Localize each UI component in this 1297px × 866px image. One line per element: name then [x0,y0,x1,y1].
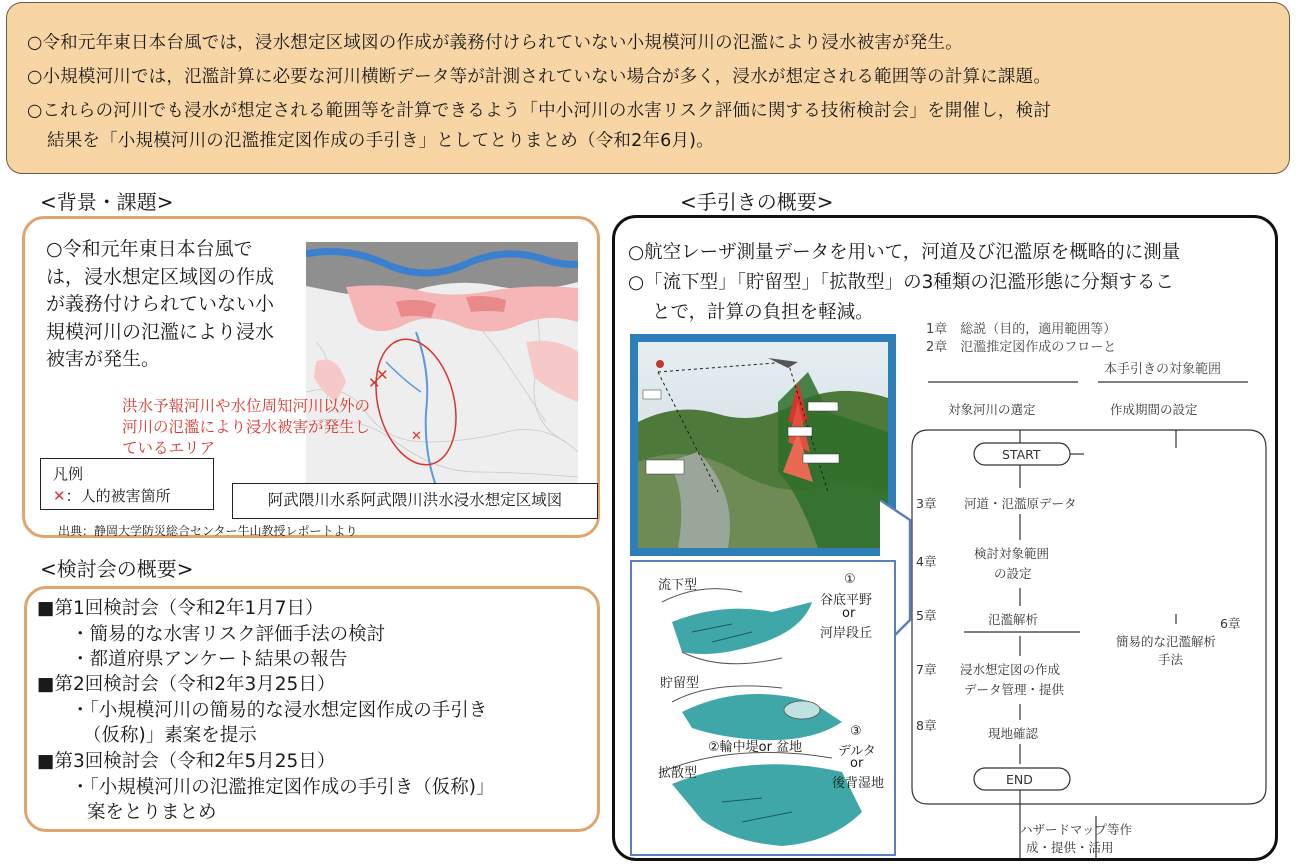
guide-line-3: とで，計算の負担を軽減。 [652,302,874,323]
flow-step-6b: 手法 [1158,652,1184,667]
flow-step-9b: 成・提供・活用 [1026,840,1114,855]
type-1-or: or [842,606,856,621]
summary-line-4: 結果を「小規模河川の氾濫推定図作成の手引き」としてとりまとめ（令和2年6月)。 [47,131,714,151]
type-1-number: ① [844,572,856,587]
flow-step-8: 現地確認 [988,726,1039,741]
flow-end: END [1006,772,1033,787]
background-section-title: <背景・課題> [40,190,174,214]
flow-col-1: 対象河川の選定 [948,402,1036,417]
type-3-option-b: 後背湿地 [832,776,885,791]
meetings-panel [24,586,600,832]
legend-marker-icon: ✕ [53,487,66,505]
aerial-survey-photo [630,334,896,556]
flow-ch4-label: 4章 [916,554,937,569]
meeting-1: ■第1回検討会（令和2年1月7日） [37,598,324,619]
flow-ch2: 2章 氾濫推定図作成のフローと [926,340,1117,355]
type-3-option-a: デルタ [838,744,876,759]
guide-line-1: ○航空レーザ測量データを用いて，河道及び氾濫原を概略的に測量 [628,242,1181,263]
flow-scope: 本手引きの対象範囲 [1104,362,1222,377]
type-2-description: ②輪中堤or 盆地 [708,740,803,755]
flow-step-9a: ハザードマップ等作 [1020,822,1133,837]
type-storage-label: 貯留型 [660,676,700,691]
background-text: ○令和元年東日本台風では，浸水想定区域図の作成が義務付けられていない小規模河川の氾濫により浸水被害が発生。 [46,238,275,370]
meeting-2-item-a: ・「小規模河川の簡易的な浸水想定図作成の手引き [71,700,488,721]
meeting-2-item-b: （仮称)」素案を提示 [83,725,257,746]
meetings-section-title: <検討会の概要> [40,557,194,581]
flow-chart-lines [908,318,1270,858]
type-3-number: ③ [850,724,862,739]
meeting-1-item-a: ・簡易的な水害リスク評価手法の検討 [71,624,386,645]
map-legend [40,458,214,510]
flow-ch6-label: 6章 [1220,616,1241,631]
summary-line-2: ○小規模河川では，氾濫計算に必要な河川横断データ等が計測されていない場合が多く，浸水が想定される範囲等の計算に課題。 [27,67,1052,87]
meeting-2: ■第2回検討会（令和2年3月25日） [37,674,336,695]
aerial-survey-graphic [638,342,888,548]
summary-line-1: ○令和元年東日本台風では，浸水想定区域図の作成が義務付けられていない小規模河川の氾濫により浸水被害が発生。 [27,33,963,53]
flow-ch5-label: 5章 [916,608,937,623]
summary-line-3: ○これらの河川でも浸水が想定される範囲等を計算できるよう「中小河川の水害リスク評価に関する技術検討会」を開催し，検討 [27,101,1052,121]
flow-ch7-label: 7章 [916,662,937,677]
flow-step-5: 氾濫解析 [988,612,1039,627]
flow-step-4a: 検討対象範囲 [974,546,1050,561]
legend-title: 凡例 [53,465,84,483]
type-1-option-a: 谷底平野 [820,593,873,608]
type-3-or: or [850,756,864,771]
guide-section-title: <手引きの概要> [680,190,834,214]
flow-col-2: 作成期間の設定 [1110,402,1198,417]
flow-start: START [1002,447,1041,462]
flow-step-7b: データ管理・提供 [964,682,1065,697]
flow-step-7a: 浸水想定図の作成 [960,662,1061,677]
meeting-3-item-b: 案をとりまとめ [87,802,217,823]
meeting-3: ■第3回検討会（令和2年5月25日） [37,751,336,772]
meeting-1-item-b: ・都道府県アンケート結果の報告 [71,649,348,670]
svg-text:✕: ✕ [368,374,381,392]
type-flow-down-label: 流下型 [658,578,698,593]
legend-row [53,485,171,506]
flow-step-3: 河道・氾濫原データ [964,496,1077,511]
source-note: 出典：静岡大学防災総合センター牛山教授レポートより [58,524,358,538]
flow-step-4b: の設定 [994,566,1032,581]
svg-text:✕: ✕ [411,429,422,444]
meeting-3-item-a: ・「小規模河川の氾濫推定図作成の手引き（仮称)」 [71,777,495,798]
map-annotation: 洪水予報河川や水位周知河川以外の河川の氾濫により浸水被害が発生しているエリア [122,397,371,457]
type-1-option-b: 河岸段丘 [820,626,873,641]
flow-step-6a: 簡易的な氾濫解析 [1116,634,1217,649]
flow-ch3-label: 3章 [916,496,937,511]
guide-line-2: ○「流下型」「貯留型」「拡散型」の3種類の氾濫形態に分類するこ [628,272,1174,293]
summary-box [6,2,1290,174]
flow-ch1: 1章 総説（目的，適用範囲等） [926,322,1117,337]
svg-text:✕: ✕ [376,366,389,384]
flow-ch8-label: 8章 [916,718,937,733]
flow-chart [908,318,1270,858]
flood-types-panel [630,560,896,856]
legend-item-label: ：人的被害箇所 [65,487,171,505]
map-caption: 阿武隈川水系阿武隈川洪水浸水想定区域図 [232,483,598,519]
type-diffusion-label: 拡散型 [658,766,698,781]
